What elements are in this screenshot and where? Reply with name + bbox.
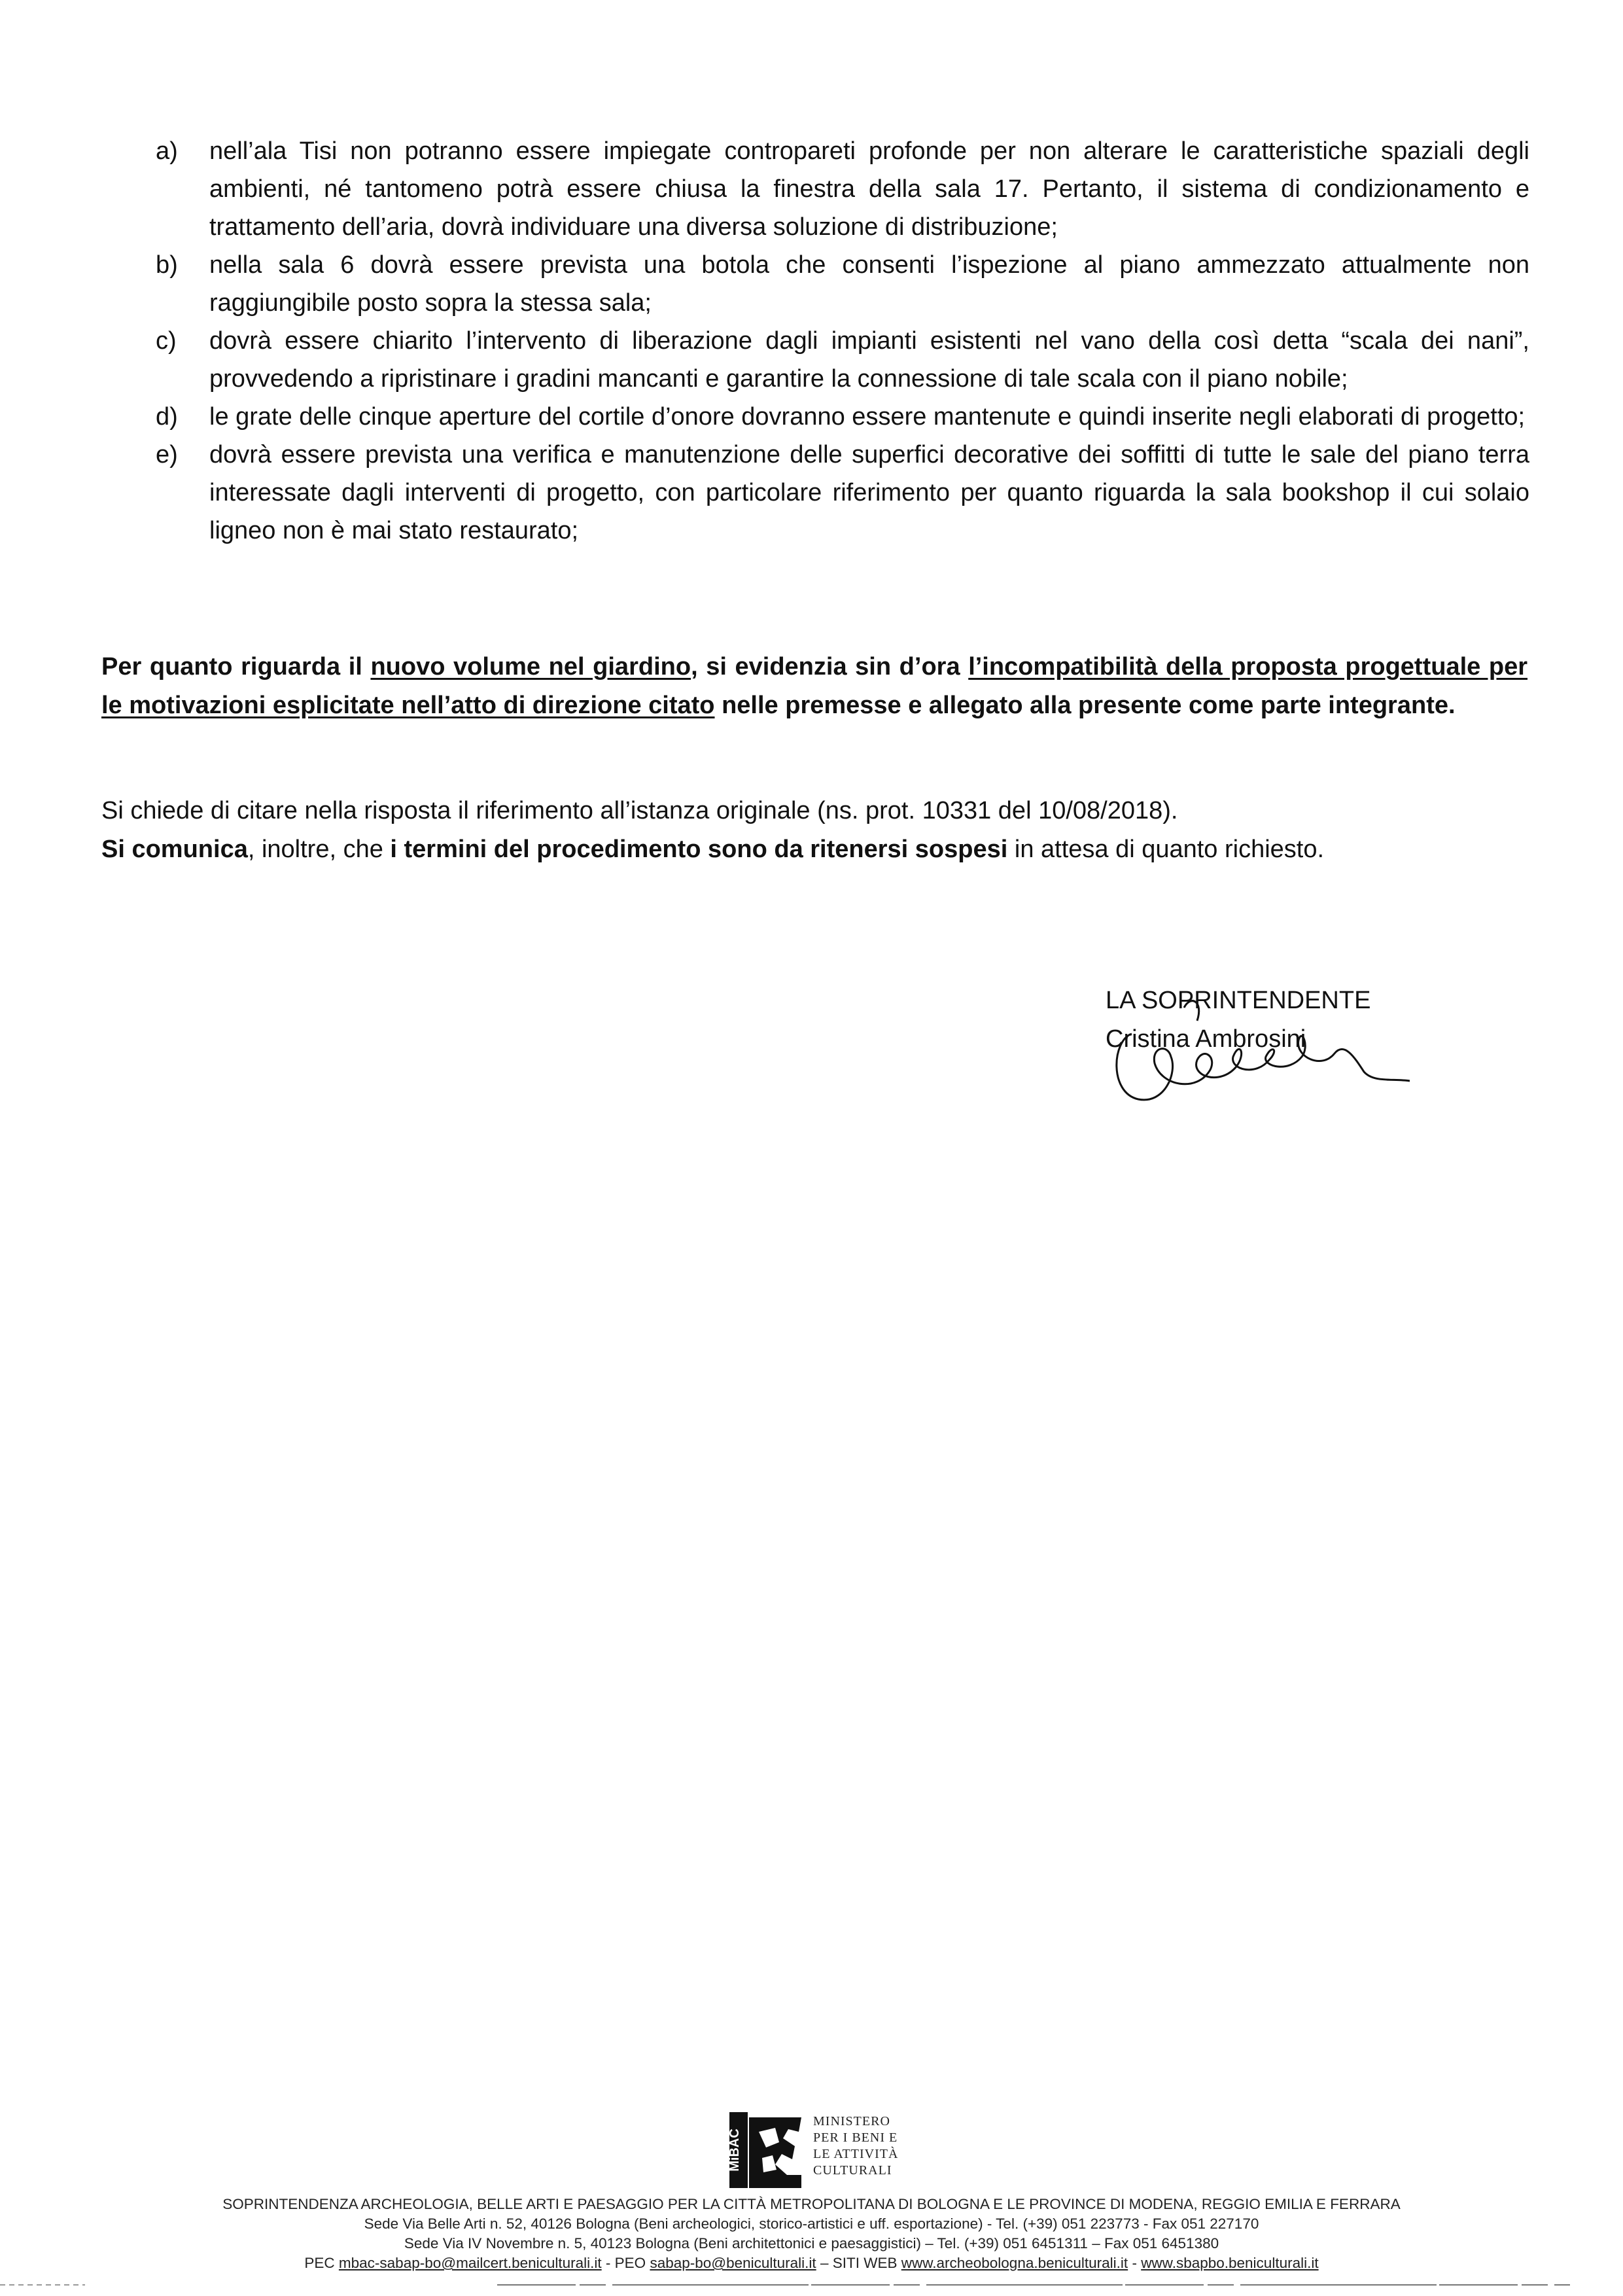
list-marker: a)	[156, 137, 178, 165]
signature-name: Cristina Ambrosini	[1106, 1025, 1306, 1053]
suspension-bold-2: i termini del procedimento sono da ritenersi sospesi	[390, 836, 1008, 863]
garden-text-2: , si evidenzia sin d’ora	[691, 653, 969, 680]
list-item-text: nella sala 6 dovrà essere prevista una botola che consenti l’ispezione al piano ammezzato attualmente non raggiungibile posto sopra la stessa sala;	[209, 251, 1529, 317]
list-marker: c)	[156, 327, 177, 355]
website-link-1[interactable]: www.archeobologna.beniculturali.it	[901, 2255, 1128, 2271]
garden-text-underlined-1: nuovo volume nel giardino	[370, 653, 691, 680]
mibac-mark-text: MiBAC	[727, 2128, 742, 2172]
suspension-line	[101, 830, 1527, 869]
footer-contacts	[98, 2253, 1525, 2273]
ministry-name	[813, 2113, 898, 2179]
ministry-line: CULTURALI	[813, 2163, 892, 2178]
peo-link[interactable]: sabap-bo@beniculturali.it	[650, 2255, 816, 2271]
list-item	[156, 322, 1529, 398]
garden-text-underlined-2: l’incompatibilità della proposta progettuale per le motivazioni esplicitate nell’atto di direzione citato	[101, 653, 1528, 719]
list-marker: d)	[156, 403, 178, 431]
mibac-emblem-icon	[729, 2112, 805, 2188]
suspension-normal-1: , inoltre, che	[247, 836, 391, 863]
list-item-text: dovrà essere chiarito l’intervento di liberazione dagli impianti esistenti nel vano della così detta “scala dei nani”, provvedendo a ripristinare i gradini mancanti e garantire la connessione di tale scala con il piano nobile;	[209, 327, 1529, 393]
footer-address-1: Sede Via Belle Arti n. 52, 40126 Bologna (Beni archeologici, storico-artistici e uff. esportazione) - Tel. (+39) 051 223773 - Fax 051 227170	[364, 2216, 1259, 2232]
requirements-list	[156, 132, 1529, 550]
list-marker: e)	[156, 441, 178, 468]
pec-label: PEC	[304, 2255, 339, 2271]
list-item-text: dovrà essere prevista una verifica e manutenzione delle superfici decorative dei soffitti di tutte le sale del piano terra interessate dagli interventi di progetto, con particolare riferimento per quanto riguarda la sala bookshop il cui solaio ligneo non è mai stato restaurato;	[209, 441, 1529, 544]
peo-label: - PEO	[601, 2255, 650, 2271]
closing-paragraphs	[101, 792, 1527, 869]
pec-link[interactable]: mbac-sabap-bo@mailcert.beniculturali.it	[338, 2255, 602, 2271]
handwritten-signature	[1106, 995, 1413, 1112]
list-item	[156, 398, 1529, 436]
garden-text-3: nelle premesse e allegato alla presente come parte integrante.	[714, 692, 1456, 719]
garden-text-1: Per quanto riguarda il	[101, 653, 371, 680]
list-marker: b)	[156, 251, 178, 279]
footer-address-2: Sede Via IV Novembre n. 5, 40123 Bologna (Beni architettonici e paesaggistici) – Tel. (+39) 051 6451311 – Fax 051 6451380	[404, 2235, 1219, 2252]
scan-artifact-line	[0, 2284, 1623, 2286]
footer-office-name: SOPRINTENDENZA ARCHEOLOGIA, BELLE ARTI E PAESAGGIO PER LA CITTÀ METROPOLITANA DI BOLOGNA E LE PROVINCE DI MODENA, REGGIO EMILIA E FERRARA	[222, 2196, 1401, 2212]
ministry-line: PER I BENI E	[813, 2130, 898, 2145]
web-separator: -	[1128, 2255, 1142, 2271]
ministry-line: MINISTERO	[813, 2114, 890, 2128]
letterhead-footer	[98, 2195, 1525, 2273]
list-item	[156, 436, 1529, 550]
web-label: – SITI WEB	[816, 2255, 901, 2271]
website-link-2[interactable]: www.sbapbo.beniculturali.it	[1141, 2255, 1319, 2271]
signature-title: LA SOPRINTENDENTE	[1106, 987, 1371, 1014]
ministry-line: LE ATTIVITÀ	[813, 2147, 899, 2161]
suspension-bold-1: Si comunica	[101, 836, 248, 863]
list-item	[156, 246, 1529, 322]
garden-paragraph	[101, 648, 1527, 725]
list-item-text: le grate delle cinque aperture del cortile d’onore dovranno essere mantenute e quindi inserite negli elaborati di progetto;	[209, 403, 1526, 431]
list-item	[156, 132, 1529, 246]
ministry-logo	[729, 2112, 919, 2188]
list-item-text: nell’ala Tisi non potranno essere impiegate contropareti profonde per non alterare le caratteristiche spaziali degli ambienti, né tantomeno potrà essere chiusa la finestra della sala 17. Pertanto, il sistema di condizionamento e trattamento dell’aria, dovrà individuare una diversa soluzione di distribuzione;	[209, 137, 1529, 241]
reference-line: Si chiede di citare nella risposta il riferimento all’istanza originale (ns. prot. 10331 del 10/08/2018).	[101, 797, 1178, 824]
suspension-normal-2: in attesa di quanto richiesto.	[1007, 836, 1325, 863]
